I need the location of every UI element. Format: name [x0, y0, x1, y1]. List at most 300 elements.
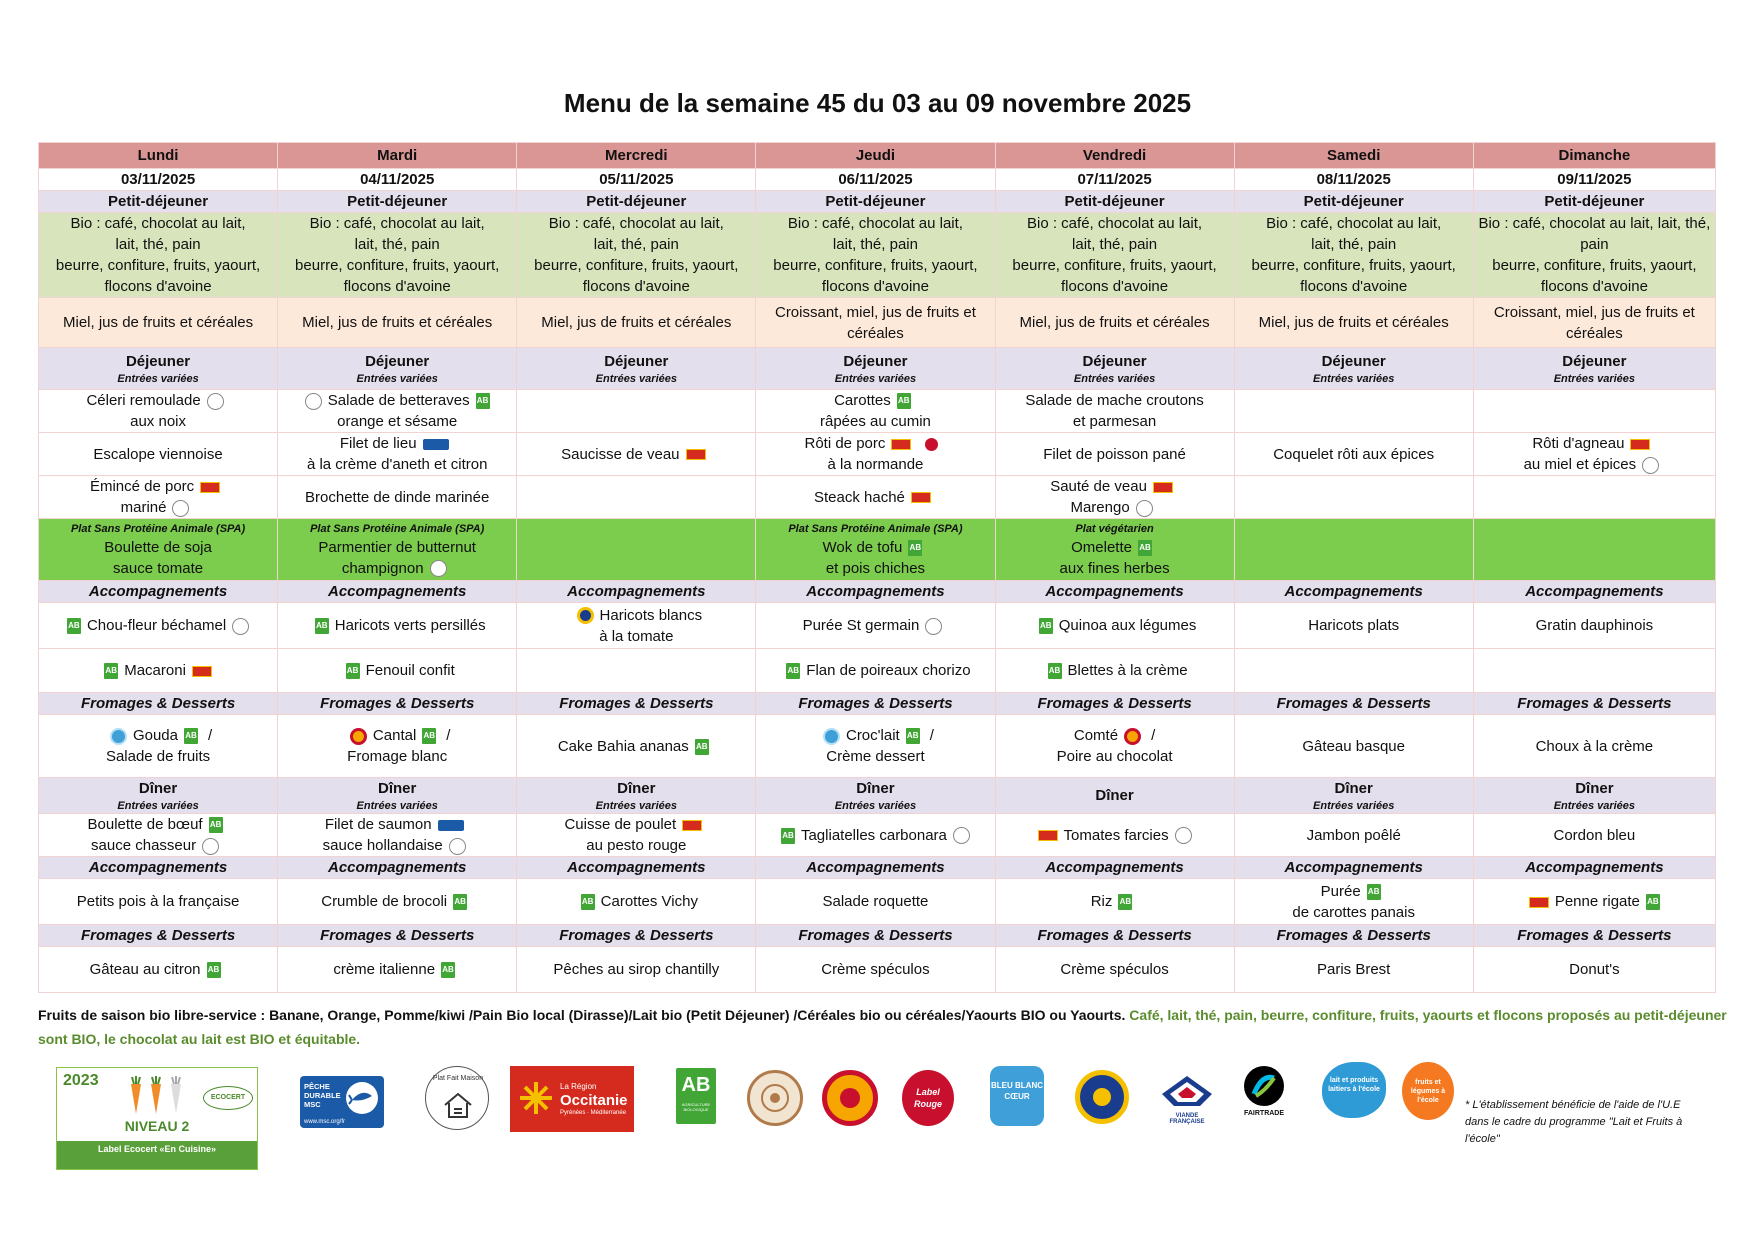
lunch-side1-row-cell-2 — [517, 603, 756, 649]
aop-icon — [1124, 728, 1141, 745]
fairtrade-text: FAIRTRADE — [1243, 1110, 1285, 1117]
lunch-main2-row-cell-2 — [517, 476, 756, 519]
lunch-main2-row-cell-1 — [278, 476, 517, 519]
dish-name: sauce chasseur — [91, 837, 197, 854]
day-name: Lundi — [137, 147, 179, 164]
plat-fait-maison-logo — [425, 1066, 489, 1130]
fairtrade-logo — [1234, 1066, 1294, 1130]
dish-line — [280, 725, 514, 746]
dish-line — [998, 725, 1232, 746]
igp-logo — [1075, 1070, 1129, 1124]
dinner-starters-row-cell-3 — [756, 814, 995, 857]
alt-dish-label: Plat Sans Protéine Animale (SPA) — [70, 522, 246, 535]
alt-dish-5 — [1234, 519, 1473, 581]
dish-line — [280, 390, 514, 411]
dish-name: Crème spéculos — [821, 961, 930, 978]
day-date: 04/11/2025 — [360, 171, 435, 188]
petit-dejeuner-row-label: Petit-déjeuner — [347, 193, 448, 210]
alt-dish-label: Plat Sans Protéine Animale (SPA) — [788, 522, 963, 535]
day-date: 08/11/2025 — [1316, 171, 1391, 188]
dinner-desserts-row-cell-5 — [1234, 947, 1473, 993]
dish-line — [1237, 736, 1471, 757]
separator: / — [208, 727, 213, 744]
dinner-accomp-row-cell-5 — [1234, 857, 1473, 879]
msc-text: PÊCHE DURABLE MSC — [304, 1082, 341, 1109]
dinner-starters-row — [39, 814, 1716, 857]
lunch-side2-row-cell-4 — [995, 649, 1234, 693]
breakfast-line — [41, 255, 275, 276]
region-name: Occitanie — [560, 1092, 628, 1109]
dish-line — [280, 959, 514, 980]
ecocert-level: NIVEAU 2 — [124, 1118, 190, 1134]
dish-name: sauce tomate — [113, 559, 204, 577]
dish-name: Crumble de brocoli — [321, 893, 448, 910]
dish-name: Steack haché — [813, 488, 905, 506]
entrees-label: Entrées variées — [1313, 800, 1395, 812]
ab-bio-icon: AB — [897, 393, 911, 409]
dish-line — [998, 891, 1232, 912]
dish-name: Saucisse de veau — [561, 445, 680, 463]
msc-logo — [300, 1076, 384, 1128]
breakfast-bio-6 — [1473, 213, 1715, 298]
breakfast-text: beurre, confiture, fruits, yaourt, — [1251, 257, 1456, 274]
fait-maison-icon — [430, 560, 447, 577]
dish-line — [41, 835, 275, 856]
plat-fait-maison-text: Plat Fait Maison — [432, 1075, 484, 1082]
lunch-main2-row-cell-5 — [1234, 476, 1473, 519]
meal-label: Déjeuner — [365, 353, 430, 370]
dish-line — [280, 537, 514, 558]
breakfast-line — [280, 276, 514, 297]
petit-dejeuner-row-cell-0 — [39, 191, 278, 213]
breakfast-extra-row — [39, 298, 1716, 348]
breakfast-text: flocons d'avoine — [104, 278, 212, 295]
dinner-accomp-row-cell-1 — [278, 857, 517, 879]
dish-name: Croc'lait — [845, 727, 900, 744]
petit-dejeuner-row-cell-1 — [278, 191, 517, 213]
dinner-sides-row-cell-5 — [1234, 879, 1473, 925]
dish-line — [758, 660, 992, 681]
dinner-fromages-row-cell-2 — [517, 925, 756, 947]
lunch-desserts-row — [39, 715, 1716, 778]
dinner-fromages-row-label: Fromages & Desserts — [1517, 927, 1672, 944]
petit-dejeuner-row-label: Petit-déjeuner — [1064, 193, 1165, 210]
dish-line — [519, 814, 753, 835]
lunch-side1-row-cell-6 — [1473, 603, 1715, 649]
dish-line — [1476, 736, 1713, 757]
breakfast-extra-2 — [517, 298, 756, 348]
day-date: 07/11/2025 — [1077, 171, 1152, 188]
dinner-accomp-row-label: Accompagnements — [1045, 859, 1184, 876]
region-sub: Pyrénées · Méditerranée — [560, 1110, 627, 1116]
petit-dejeuner-row-cell-3 — [756, 191, 995, 213]
dish-name: Quinoa aux légumes — [1058, 617, 1197, 634]
fait-maison-icon — [1642, 457, 1659, 474]
date-5 — [1234, 169, 1473, 191]
lunch-fromages-row-label: Fromages & Desserts — [798, 695, 953, 712]
dish-line — [280, 891, 514, 912]
dinner-sides-row-cell-1 — [278, 879, 517, 925]
dinner-accomp-row-cell-3 — [756, 857, 995, 879]
ab-caption: AGRICULTURE BIOLOGIQUE — [681, 1102, 711, 1112]
dish-name: Gouda — [132, 727, 178, 744]
entrees-label: Entrées variées — [834, 373, 917, 385]
dish-line — [41, 891, 275, 912]
day-date: 09/11/2025 — [1557, 171, 1632, 188]
breakfast-text: flocons d'avoine — [1540, 278, 1648, 295]
lunch-accomp-row-label: Accompagnements — [88, 583, 228, 600]
sud-de-france-icon — [1038, 830, 1058, 841]
ab-bio-icon: AB — [476, 393, 490, 409]
lunch-fromages-row-label: Fromages & Desserts — [1276, 695, 1431, 712]
date-4 — [995, 169, 1234, 191]
breakfast-line — [1476, 255, 1713, 276]
region-small: La Région — [560, 1082, 597, 1091]
dish-name: Filet de saumon — [324, 816, 432, 833]
day-header-row — [39, 143, 1716, 169]
breakfast-text: Bio : café, chocolat au lait, — [548, 215, 724, 232]
dish-line — [1237, 825, 1471, 846]
dish-line — [41, 660, 275, 681]
lunch-desserts-row-cell-2 — [517, 715, 756, 778]
lunch-side2-row-cell-0 — [39, 649, 278, 693]
lunch-main1-row-cell-5 — [1234, 433, 1473, 476]
breakfast-line — [1237, 213, 1471, 234]
dinner-starters-row-cell-5 — [1234, 814, 1473, 857]
breakfast-line — [998, 234, 1232, 255]
separator: / — [446, 727, 451, 744]
dish-line — [280, 411, 514, 432]
fish-icon — [346, 1082, 378, 1114]
ab-bio-icon: AB — [104, 663, 118, 679]
dish-line — [1476, 891, 1713, 912]
breakfast-line — [280, 213, 514, 234]
ab-bio-icon: AB — [453, 894, 467, 910]
diner-5 — [1234, 778, 1473, 814]
dish-line — [41, 615, 275, 636]
dish-name: Poire au chocolat — [1056, 748, 1173, 765]
breakfast-text: lait, thé, pain — [1072, 236, 1158, 253]
dish-line — [758, 558, 992, 579]
meal-label: Déjeuner — [1082, 353, 1147, 370]
dinner-fromages-row-label: Fromages & Desserts — [320, 927, 475, 944]
dinner-starters-row-cell-0 — [39, 814, 278, 857]
ab-bio-icon: AB — [441, 962, 455, 978]
breakfast-text: lait, thé, pain — [115, 236, 201, 253]
breakfast-bio-1 — [278, 213, 517, 298]
footer-note — [38, 1003, 1738, 1051]
lunch-fromages-row-label: Fromages & Desserts — [80, 695, 236, 712]
msc-url: www.msc.org/fr — [304, 1119, 346, 1125]
dish-line — [1476, 959, 1713, 980]
day-header-0 — [39, 143, 278, 169]
day-header-5 — [1234, 143, 1473, 169]
dish-name: Choux à la crème — [1535, 737, 1654, 755]
breakfast-line — [1476, 276, 1713, 297]
dish-line — [280, 660, 514, 681]
ab-bio-icon: AB — [1138, 540, 1152, 556]
dinner-desserts-row — [39, 947, 1716, 993]
date-6 — [1473, 169, 1715, 191]
breakfast-line — [41, 213, 275, 234]
dish-line — [998, 390, 1232, 411]
dish-line — [758, 487, 992, 508]
breakfast-line — [1476, 234, 1713, 255]
lunch-main2-row-cell-6 — [1473, 476, 1715, 519]
dejeuner-4 — [995, 348, 1234, 390]
dish-name: Fromage blanc — [347, 748, 448, 765]
dish-line — [1237, 881, 1471, 902]
dish-name: Cantal — [372, 727, 417, 744]
msc-fish-icon — [438, 820, 464, 831]
aop-logo — [822, 1070, 878, 1126]
dinner-accomp-row-cell-2 — [517, 857, 756, 879]
meal-label: Dîner — [1095, 787, 1134, 804]
ab-bio-icon: AB — [786, 663, 800, 679]
dish-line — [280, 835, 514, 856]
label-rouge-icon — [923, 436, 940, 453]
breakfast-line — [758, 234, 992, 255]
dinner-fromages-row-label: Fromages & Desserts — [1276, 927, 1431, 944]
dish-name: râpées au cumin — [819, 413, 931, 430]
dish-line — [758, 746, 992, 767]
fait-maison-icon — [953, 827, 970, 844]
lunch-fromages-row-cell-0 — [39, 693, 278, 715]
lunch-accomp-row-label: Accompagnements — [328, 583, 467, 600]
dish-name: crème italienne — [333, 961, 436, 978]
lunch-accomp-row-cell-4 — [995, 581, 1234, 603]
breakfast-line — [1237, 255, 1471, 276]
dish-line — [1476, 454, 1713, 475]
lunch-side2-row-cell-5 — [1234, 649, 1473, 693]
dish-name: orange et sésame — [337, 413, 458, 430]
dish-line — [998, 444, 1232, 465]
dish-line — [998, 476, 1232, 497]
separator: / — [1151, 727, 1156, 744]
dish-line — [41, 725, 275, 746]
date-1 — [278, 169, 517, 191]
dish-line — [998, 537, 1232, 558]
fait-maison-icon — [1175, 827, 1192, 844]
lunch-fromages-row-cell-1 — [278, 693, 517, 715]
dish-line — [280, 558, 514, 579]
lunch-main1-row-cell-1 — [278, 433, 517, 476]
diner-4 — [995, 778, 1234, 814]
lunch-accomp-row-cell-0 — [39, 581, 278, 603]
ab-bio-icon: AB — [1048, 663, 1062, 679]
dish-name: au miel et épices — [1523, 456, 1637, 473]
dinner-fromages-row-label: Fromages & Desserts — [559, 927, 714, 944]
dinner-starters-row-cell-1 — [278, 814, 517, 857]
fruits-ecole-logo — [1402, 1062, 1454, 1120]
alt-dish-6 — [1473, 519, 1715, 581]
lunch-accomp-row-cell-5 — [1234, 581, 1473, 603]
lunch-main1-row-cell-3 — [756, 433, 995, 476]
dinner-accomp-row-label: Accompagnements — [567, 859, 706, 876]
dish-line — [519, 891, 753, 912]
lunch-main1-row — [39, 433, 1716, 476]
lunch-starters-row-cell-0 — [39, 390, 278, 433]
page-title: Menu de la semaine 45 du 03 au 09 novembre 2025 — [563, 88, 1192, 118]
dish-line — [519, 959, 753, 980]
dish-line — [1237, 444, 1471, 465]
lunch-main2-row-cell-4 — [995, 476, 1234, 519]
lunch-side2-row — [39, 649, 1716, 693]
bleu-blanc-coeur-icon — [823, 728, 840, 745]
dinner-fromages-row-label: Fromages & Desserts — [1037, 927, 1192, 944]
dish-line — [998, 825, 1232, 846]
fait-maison-icon — [202, 838, 219, 855]
separator: / — [929, 727, 934, 744]
entrees-label: Entrées variées — [356, 373, 438, 385]
breakfast-bio-3 — [756, 213, 995, 298]
petit-dejeuner-row-label: Petit-déjeuner — [586, 193, 687, 210]
date-3 — [756, 169, 995, 191]
dish-line — [758, 411, 992, 432]
lunch-side1-row-cell-1 — [278, 603, 517, 649]
petit-dejeuner-row-cell-6 — [1473, 191, 1715, 213]
dish-name: Riz — [1090, 893, 1113, 910]
dinner-sides-row-cell-0 — [39, 879, 278, 925]
day-name: Jeudi — [855, 147, 896, 164]
dinner-starters-row-cell-2 — [517, 814, 756, 857]
breakfast-text: lait, thé, pain — [354, 236, 440, 253]
fait-maison-icon — [449, 838, 466, 855]
breakfast-line — [519, 276, 753, 297]
day-name: Dimanche — [1558, 147, 1631, 164]
entrees-label: Entrées variées — [595, 373, 677, 385]
fairtrade-icon — [1244, 1066, 1284, 1106]
lunch-fromages-row-label: Fromages & Desserts — [1517, 695, 1672, 712]
lunch-fromages-row-label: Fromages & Desserts — [559, 695, 714, 712]
dish-line — [758, 433, 992, 454]
breakfast-text: flocons d'avoine — [343, 278, 451, 295]
dish-name: de carottes panais — [1292, 903, 1415, 921]
day-header-2 — [517, 143, 756, 169]
diner-row — [39, 778, 1716, 814]
dish-name: Filet de lieu — [339, 435, 417, 452]
dejeuner-0 — [39, 348, 278, 390]
dish-name: Céleri remoulade — [86, 392, 201, 409]
viande-francaise-logo — [1160, 1074, 1214, 1124]
dish-line — [41, 814, 275, 835]
petit-dejeuner-row-cell-4 — [995, 191, 1234, 213]
breakfast-line — [280, 255, 514, 276]
lunch-side1-row-cell-5 — [1234, 603, 1473, 649]
sud-de-france-icon — [686, 449, 706, 460]
dish-line — [758, 825, 992, 846]
lunch-starters-row-cell-2 — [517, 390, 756, 433]
seal-logo — [747, 1070, 803, 1126]
dish-name: Penne rigate — [1554, 893, 1640, 910]
breakfast-line — [41, 234, 275, 255]
dish-line — [41, 444, 275, 465]
dish-name: Comté — [1073, 727, 1119, 744]
dish-line — [41, 746, 275, 767]
dish-name: à la crème d'aneth et citron — [306, 456, 488, 473]
dish-line — [519, 736, 753, 757]
dinner-fromages-row-cell-0 — [39, 925, 278, 947]
breakfast-text: flocons d'avoine — [821, 278, 929, 295]
lunch-fromages-row-label: Fromages & Desserts — [320, 695, 475, 712]
lunch-side1-row — [39, 603, 1716, 649]
alt-dish-2 — [517, 519, 756, 581]
dish-line — [280, 746, 514, 767]
dejeuner-6 — [1473, 348, 1715, 390]
dish-line — [280, 454, 514, 475]
dish-name: et pois chiches — [825, 559, 926, 577]
dish-line — [998, 558, 1232, 579]
lunch-desserts-row-cell-1 — [278, 715, 517, 778]
meal-label: Dîner — [856, 780, 895, 797]
lunch-starters-row-cell-4 — [995, 390, 1234, 433]
dish-name: Fenouil confit — [365, 662, 455, 679]
meal-label: Déjeuner — [604, 353, 669, 370]
ab-bio-icon: AB — [346, 663, 360, 679]
dejeuner-2 — [517, 348, 756, 390]
meal-label: Dîner — [1334, 780, 1373, 797]
day-header-4 — [995, 143, 1234, 169]
lunch-accomp-row-cell-6 — [1473, 581, 1715, 603]
breakfast-extra-6 — [1473, 298, 1715, 348]
lunch-accomp-row-label: Accompagnements — [1525, 583, 1664, 600]
day-header-6 — [1473, 143, 1715, 169]
dish-line — [1237, 615, 1471, 636]
lunch-fromages-row-cell-5 — [1234, 693, 1473, 715]
lunch-fromages-row-cell-4 — [995, 693, 1234, 715]
dish-line — [758, 390, 992, 411]
lunch-starters-row-cell-1 — [278, 390, 517, 433]
lunch-accomp-row-cell-2 — [517, 581, 756, 603]
dish-name: champignon — [341, 559, 424, 577]
dish-name: à la normande — [827, 456, 924, 473]
lunch-starters-row-cell-6 — [1473, 390, 1715, 433]
petit-dejeuner-row-cell-2 — [517, 191, 756, 213]
breakfast-extra-text: Miel, jus de fruits et céréales — [63, 314, 254, 331]
breakfast-text: Bio : café, chocolat au lait, — [1266, 215, 1442, 232]
breakfast-text: beurre, confiture, fruits, yaourt, — [295, 257, 500, 274]
lunch-accomp-row-label: Accompagnements — [1045, 583, 1184, 600]
dish-line — [41, 497, 275, 518]
dish-name: Flan de poireaux chorizo — [806, 662, 971, 679]
dinner-accomp-row-label: Accompagnements — [1525, 859, 1664, 876]
breakfast-text: lait, thé, pain — [1311, 236, 1397, 253]
lunch-side2-row-cell-1 — [278, 649, 517, 693]
breakfast-line — [758, 255, 992, 276]
ab-bio-icon: AB — [422, 728, 436, 744]
breakfast-line — [758, 213, 992, 234]
carrot-icons — [123, 1076, 193, 1116]
breakfast-extra-text: Miel, jus de fruits et céréales — [302, 314, 493, 331]
dish-name: Salade roquette — [822, 893, 929, 910]
ecocert-year: 2023 — [63, 1072, 99, 1089]
dish-line — [41, 558, 275, 579]
footer-note-main: Fruits de saison bio libre-service : Banane, Orange, Pomme/kiwi /Pain Bio local (Dirasse)/Lait bio (Petit Déjeuner) /Céréales bio ou céréales/Yaourts BIO ou Yaourts. — [38, 1007, 1130, 1023]
dish-name: Carottes Vichy — [600, 893, 698, 910]
sud-de-france-icon — [1153, 482, 1173, 493]
breakfast-line — [519, 213, 753, 234]
breakfast-extra-text: Croissant, miel, jus de fruits et céréales — [1493, 303, 1695, 342]
dish-name: Crème dessert — [826, 748, 925, 765]
petit-dejeuner-row — [39, 191, 1716, 213]
breakfast-extra-3 — [756, 298, 995, 348]
breakfast-extra-0 — [39, 298, 278, 348]
dish-line — [41, 390, 275, 411]
fait-maison-icon — [232, 618, 249, 635]
lunch-starters-row-cell-5 — [1234, 390, 1473, 433]
breakfast-line — [998, 213, 1232, 234]
alt-dish-0 — [39, 519, 278, 581]
